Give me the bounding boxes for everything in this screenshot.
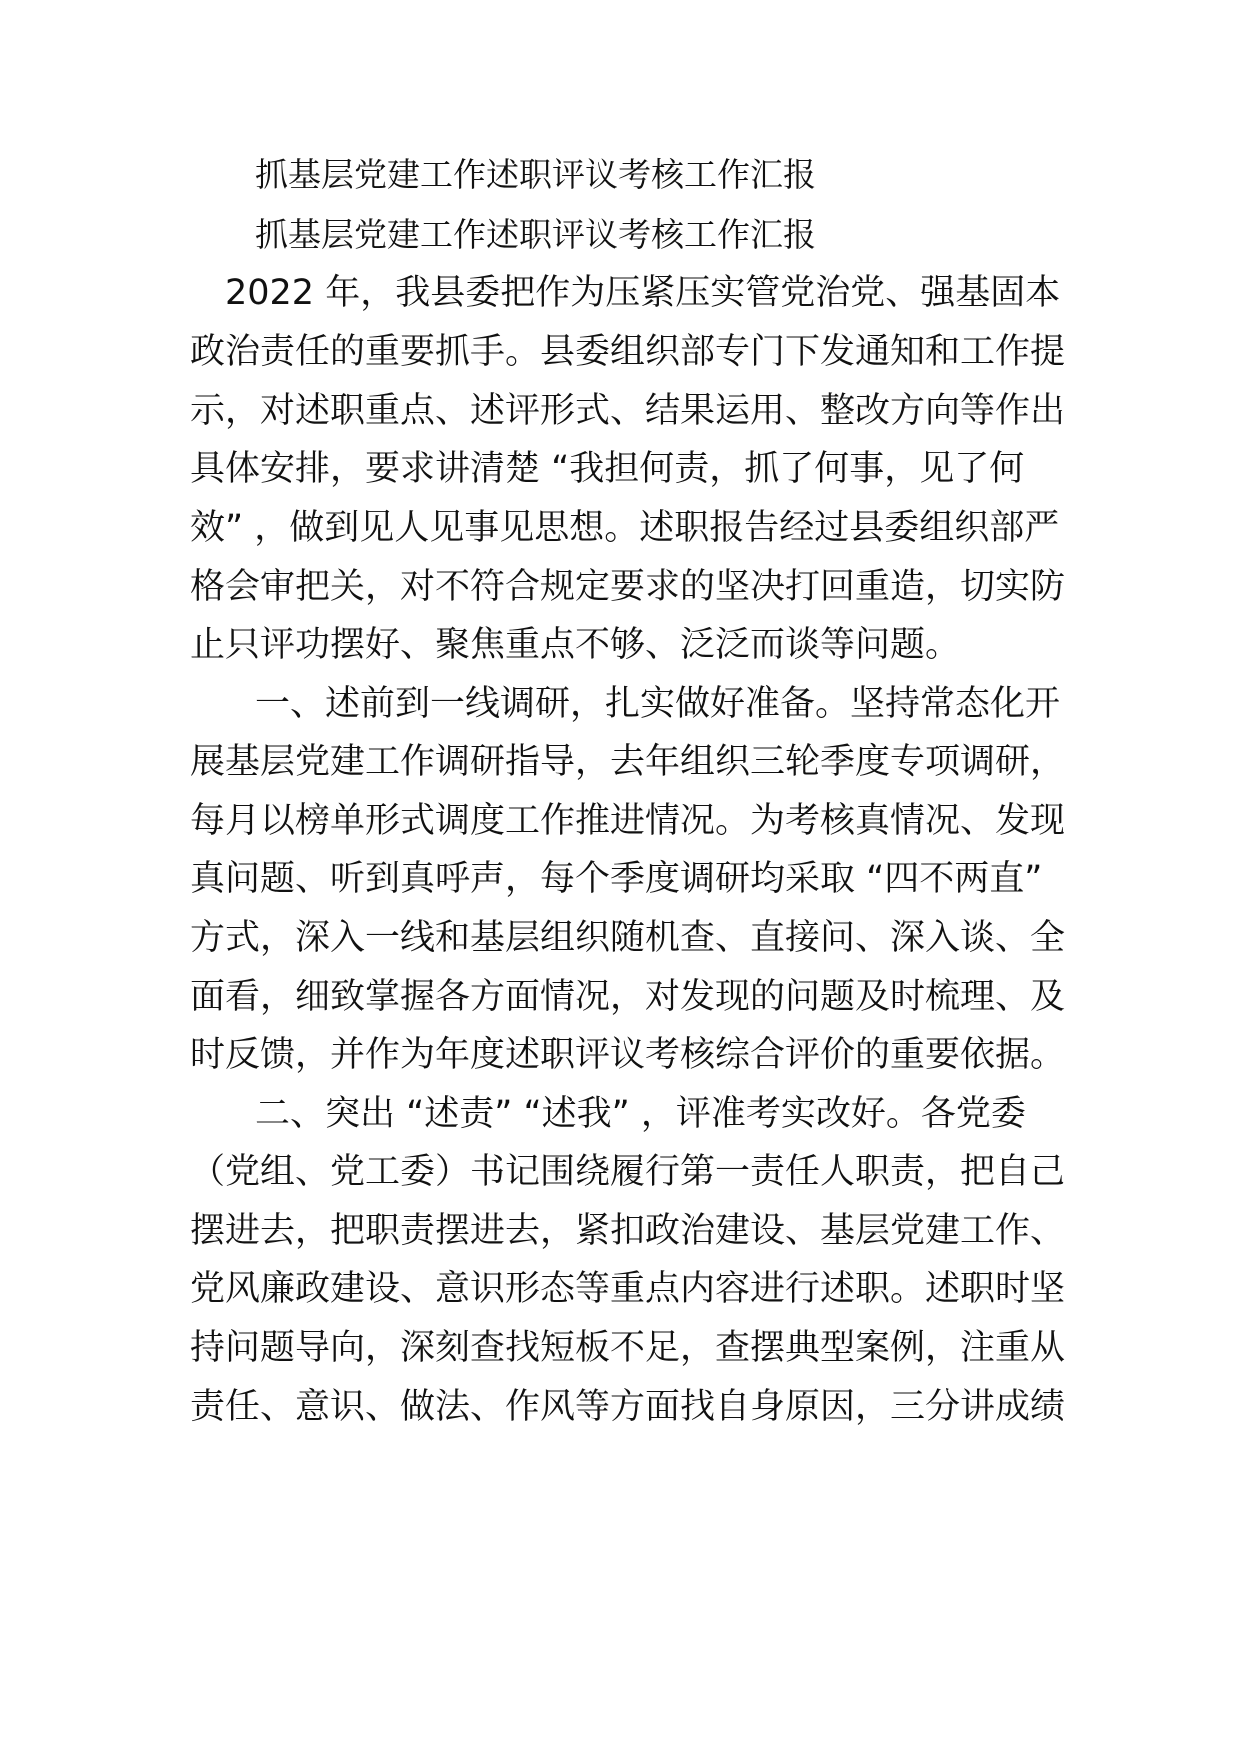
paragraph-line: 真问题、听到真呼声，每个季度调研均采取 “四不两直” <box>190 859 1043 899</box>
paragraph-line: 一、述前到一线调研，扎实做好准备。坚持常态化开 <box>255 684 1061 724</box>
document-subtitle: 抓基层党建工作述职评议考核工作汇报 <box>255 215 816 254</box>
paragraph-line: 方式，深入一线和基层组织随机查、直接问、深入谈、全 <box>190 918 1066 958</box>
paragraph-line: 每月以榜单形式调度工作推进情况。为考核真情况、发现 <box>190 801 1066 841</box>
paragraph-line: 责任、意识、做法、作风等方面找自身原因，三分讲成绩 <box>190 1387 1066 1427</box>
paragraph-line: 二、突出 “述责” “述我” ，评准考实改好。各党委 <box>255 1094 1026 1134</box>
paragraph-line: 党风廉政建设、意识形态等重点内容进行述职。述职时坚 <box>190 1269 1066 1309</box>
paragraph-line: 具体安排，要求讲清楚 “我担何责，抓了何事，见了何 <box>190 449 1025 489</box>
paragraph-line: 止只评功摆好、聚焦重点不够、泛泛而谈等问题。 <box>190 625 961 665</box>
paragraph-line: 示，对述职重点、述评形式、结果运用、整改方向等作出 <box>190 391 1066 431</box>
paragraph-line: 格会审把关，对不符合规定要求的坚决打回重造，切实防 <box>190 567 1066 607</box>
document-title: 抓基层党建工作述职评议考核工作汇报 <box>255 155 816 194</box>
paragraph-line: 持问题导向，深刻查找短板不足，查摆典型案例，注重从 <box>190 1328 1066 1368</box>
paragraph-line: 政治责任的重要抓手。县委组织部专门下发通知和工作提 <box>190 332 1066 372</box>
paragraph-line: 面看，细致掌握各方面情况，对发现的问题及时梳理、及 <box>190 977 1066 1017</box>
paragraph-line: 时反馈，并作为年度述职评议考核综合评价的重要依据。 <box>190 1035 1066 1075</box>
paragraph-line: 效” ，做到见人见事见思想。述职报告经过县委组织部严 <box>190 508 1060 548</box>
paragraph-line: （党组、党工委）书记围绕履行第一责任人职责，把自己 <box>190 1152 1066 1192</box>
paragraph-line: 2022 年，我县委把作为压紧压实管党治党、强基固本 <box>225 273 1061 313</box>
paragraph-line: 摆进去，把职责摆进去，紧扣政治建设、基层党建工作、 <box>190 1211 1066 1251</box>
paragraph-line: 展基层党建工作调研指导，去年组织三轮季度专项调研， <box>190 742 1066 782</box>
